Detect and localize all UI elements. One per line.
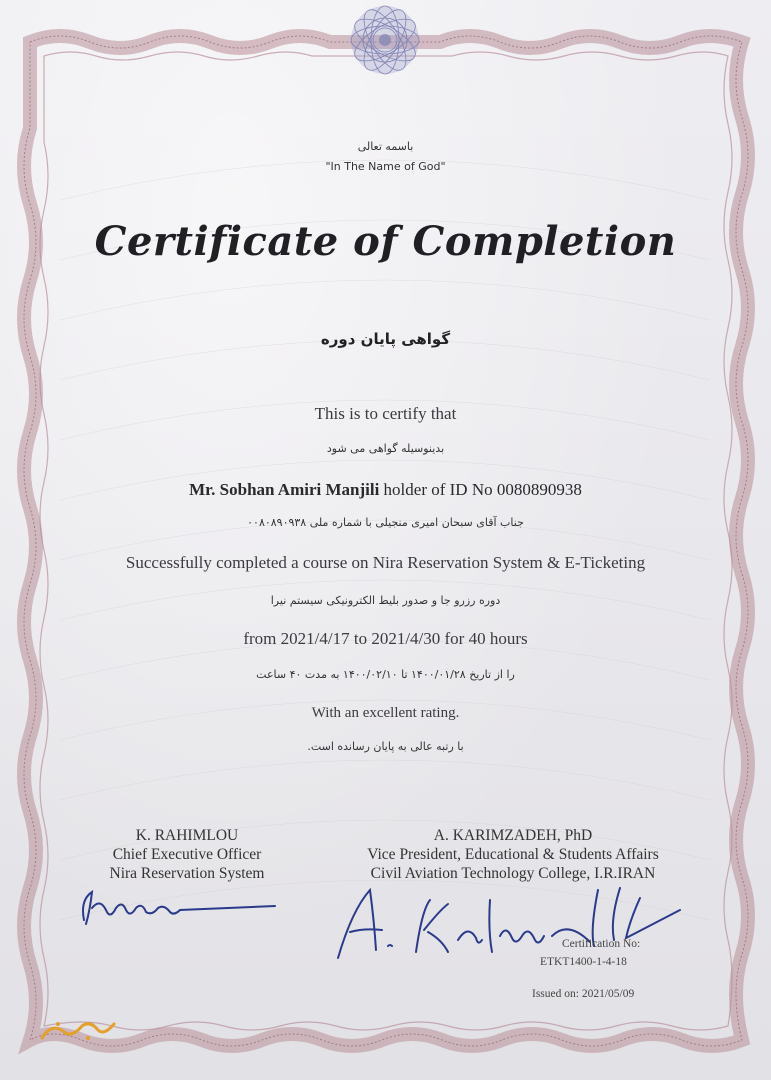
holder-id: holder of ID No 0080890938 xyxy=(383,480,582,499)
basmala-en: "In The Name of God" xyxy=(325,160,446,173)
course-text-fa: دوره رزرو جا و صدور بلیط الکترونیکی سیستم نیرا xyxy=(270,594,501,607)
holder-name: Mr. Sobhan Amiri Manjili xyxy=(189,480,380,499)
issued-date: Issued on: 2021/05/09 xyxy=(532,988,635,1000)
signatory-left-name: K. RAHIMLOU xyxy=(135,827,239,844)
signatory-right-name: A. KARIMZADEH, PhD xyxy=(433,827,593,844)
signatory-left-org: Nira Reservation System xyxy=(109,865,265,882)
signatory-right-org: Civil Aviation Technology College, I.R.IRAN xyxy=(370,865,656,882)
certification-number: ETKT1400-1-4-18 xyxy=(540,956,627,968)
signatory-right-title: Vice President, Educational & Students Affairs xyxy=(367,846,659,863)
signatory-left xyxy=(72,826,302,883)
signatory-left-title: Chief Executive Officer xyxy=(112,846,262,863)
certification-number-label: Certification No: xyxy=(562,938,641,950)
rating-text: With an excellent rating. xyxy=(311,705,460,721)
basmala-fa: باسمه تعالی xyxy=(357,140,414,153)
certify-text: This is to certify that xyxy=(314,404,457,423)
signatory-right xyxy=(338,826,688,883)
dates-text-fa: را از تاریخ ۱۴۰۰/۰۱/۲۸ تا ۱۴۰۰/۰۲/۱۰ به مدت ۴۰ ساعت xyxy=(256,668,515,681)
holder-line xyxy=(0,480,771,500)
holder-line-fa: جناب آقای سبحان امیری منجیلی با شماره ملی ۰۰۸۰۸۹۰۹۳۸ xyxy=(247,516,524,529)
course-text: Successfully completed a course on Nira Reservation System & E-Ticketing xyxy=(125,553,646,572)
signature-right xyxy=(330,880,690,970)
signature-left xyxy=(70,880,290,940)
certificate-title-fa: گواهی پایان دوره xyxy=(320,330,451,348)
certificate-title: Certificate of Completion xyxy=(94,218,677,265)
watermark-logo-icon xyxy=(38,1016,118,1044)
rating-text-fa: با رتبه عالی به پایان رسانده است. xyxy=(307,740,464,753)
certify-text-fa: بدینوسیله گواهی می شود xyxy=(326,442,445,455)
rosette-emblem xyxy=(349,4,422,77)
dates-text: from 2021/4/17 to 2021/4/30 for 40 hours xyxy=(243,629,528,648)
